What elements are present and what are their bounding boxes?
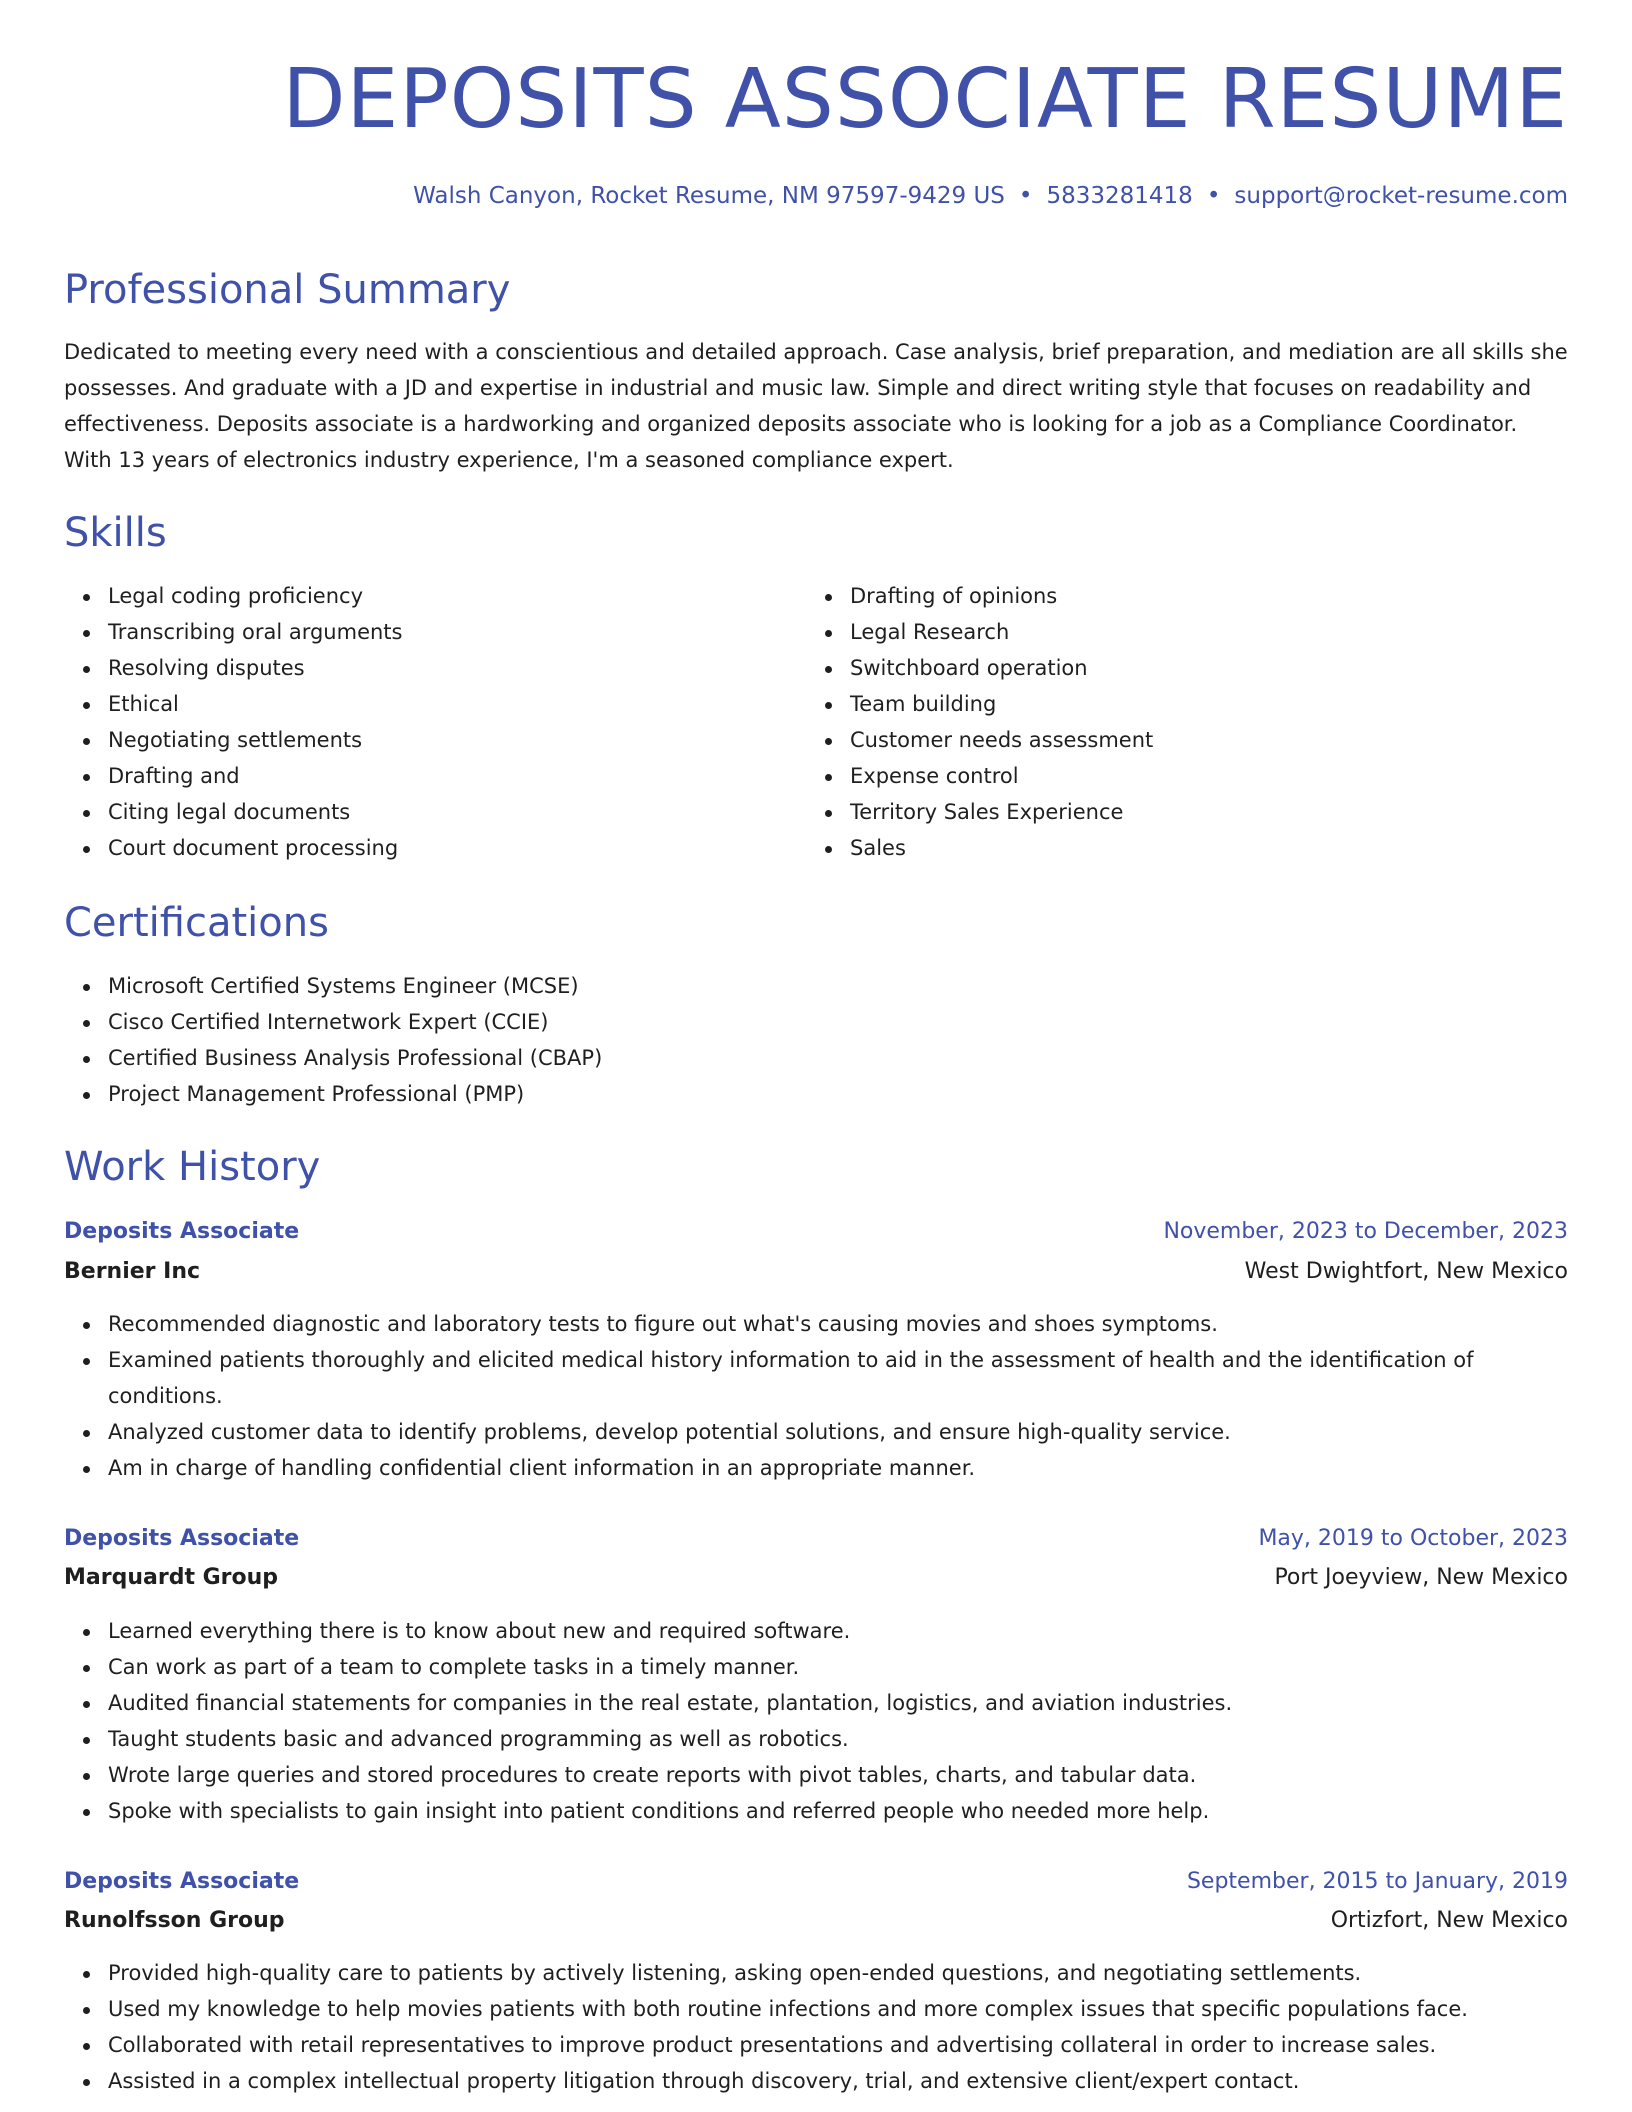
- job-title: Deposits Associate: [64, 1526, 300, 1551]
- job-bullet: Collaborated with retail representatives to improve product presentations and advertising collateral in order to increase sales.: [64, 2027, 1568, 2063]
- skill-item: Team building: [806, 686, 1506, 722]
- job-bullet: Recommended diagnostic and laboratory tests to figure out what's causing movies and shoes symptoms.: [64, 1306, 1568, 1342]
- certification-item: Certified Business Analysis Professional (CBAP): [64, 1040, 1568, 1076]
- job-bullet: Examined patients thoroughly and elicited medical history information to aid in the assessment of health and the identification of conditions.: [64, 1342, 1568, 1414]
- job-bullet: Used my knowledge to help movies patients with both routine infections and more complex issues that specific populations face.: [64, 1991, 1568, 2027]
- certifications-heading: Certifications: [64, 900, 329, 946]
- job-bullets: [64, 1613, 1568, 1829]
- skill-item: Expense control: [806, 758, 1506, 794]
- skill-item: Customer needs assessment: [806, 722, 1506, 758]
- job-subheader: [64, 1254, 1568, 1290]
- job-bullets: [64, 1306, 1568, 1486]
- skill-item: Territory Sales Experience: [806, 794, 1506, 830]
- job-company: Bernier Inc: [64, 1259, 201, 1284]
- skill-item: Negotiating settlements: [64, 722, 764, 758]
- job-bullet: Am in charge of handling confidential client information in an appropriate manner.: [64, 1450, 1568, 1486]
- contact-address: Walsh Canyon, Rocket Resume, NM 97597-9429 US: [413, 183, 1005, 209]
- skill-item: Legal Research: [806, 614, 1506, 650]
- contact-separator: •: [1018, 183, 1033, 209]
- skill-item: Switchboard operation: [806, 650, 1506, 686]
- contact-separator: •: [1206, 183, 1221, 209]
- skills-heading: Skills: [64, 510, 167, 556]
- work-history-heading: Work History: [64, 1144, 321, 1190]
- certification-item: Microsoft Certified Systems Engineer (MCSE): [64, 968, 1568, 1004]
- skill-item: Drafting and: [64, 758, 764, 794]
- skill-item: Transcribing oral arguments: [64, 614, 764, 650]
- job-bullet: Wrote large queries and stored procedures to create reports with pivot tables, charts, and tabular data.: [64, 1757, 1568, 1793]
- summary-heading: Professional Summary: [64, 267, 511, 313]
- job-location: Ortizfort, New Mexico: [1330, 1908, 1568, 1933]
- skill-item: Court document processing: [64, 830, 764, 866]
- certifications-list: [64, 968, 1568, 1112]
- job-company: Marquardt Group: [64, 1565, 279, 1590]
- job-bullets: [64, 1955, 1568, 2099]
- job-bullet: Assisted in a complex intellectual property litigation through discovery, trial, and extensive client/expert contact.: [64, 2063, 1568, 2099]
- certification-item: Project Management Professional (PMP): [64, 1076, 1568, 1112]
- skill-item: Legal coding proficiency: [64, 578, 764, 614]
- job-company: Runolfsson Group: [64, 1908, 285, 1933]
- skill-item: Citing legal documents: [64, 794, 764, 830]
- skills-list-right: [806, 578, 1506, 866]
- certification-item: Cisco Certified Internetwork Expert (CCIE): [64, 1004, 1568, 1040]
- job-title: Deposits Associate: [64, 1869, 300, 1894]
- job-dates: September, 2015 to January, 2019: [1186, 1869, 1568, 1894]
- skills-list-left: [64, 578, 764, 866]
- job-bullet: Analyzed customer data to identify problems, develop potential solutions, and ensure high-quality service.: [64, 1414, 1568, 1450]
- skill-item: Ethical: [64, 686, 764, 722]
- resume-title: DEPOSITS ASSOCIATE RESUME: [282, 52, 1568, 147]
- job-bullet: Learned everything there is to know about new and required software.: [64, 1613, 1568, 1649]
- job-bullet: Spoke with specialists to gain insight into patient conditions and referred people who needed more help.: [64, 1793, 1568, 1829]
- job-subheader: [64, 1903, 1568, 1939]
- job-bullet: Audited financial statements for companies in the real estate, plantation, logistics, and aviation industries.: [64, 1685, 1568, 1721]
- contact-email: support@rocket-resume.com: [1234, 183, 1568, 209]
- job-bullet: Can work as part of a team to complete tasks in a timely manner.: [64, 1649, 1568, 1685]
- job-dates: November, 2023 to December, 2023: [1163, 1219, 1568, 1244]
- skill-item: Drafting of opinions: [806, 578, 1506, 614]
- contact-phone: 5833281418: [1046, 183, 1193, 209]
- job-subheader: [64, 1560, 1568, 1596]
- job-location: West Dwightfort, New Mexico: [1244, 1259, 1568, 1284]
- skill-item: Resolving disputes: [64, 650, 764, 686]
- job-header: [64, 1521, 1568, 1557]
- contact-line: [413, 180, 1568, 212]
- job-bullet: Provided high-quality care to patients by actively listening, asking open-ended questions, and negotiating settlements.: [64, 1955, 1568, 1991]
- skill-item: Sales: [806, 830, 1506, 866]
- job-dates: May, 2019 to October, 2023: [1258, 1526, 1568, 1551]
- job-location: Port Joeyview, New Mexico: [1274, 1565, 1568, 1590]
- job-title: Deposits Associate: [64, 1219, 300, 1244]
- summary-text: Dedicated to meeting every need with a conscientious and detailed approach. Case analysis, brief preparation, and mediation are all skills she possesses. And graduate with a JD and expertise in industrial and music law. Simple and direct writing style that focuses on readability and effectiveness. Deposits associate is a hardworking and organized deposits associate who is looking for a job as a Compliance Coordinator. With 13 years of electronics industry experience, I'm a seasoned compliance expert.: [64, 340, 1568, 472]
- job-header: [64, 1214, 1568, 1250]
- job-header: [64, 1864, 1568, 1900]
- job-bullet: Taught students basic and advanced programming as well as robotics.: [64, 1721, 1568, 1757]
